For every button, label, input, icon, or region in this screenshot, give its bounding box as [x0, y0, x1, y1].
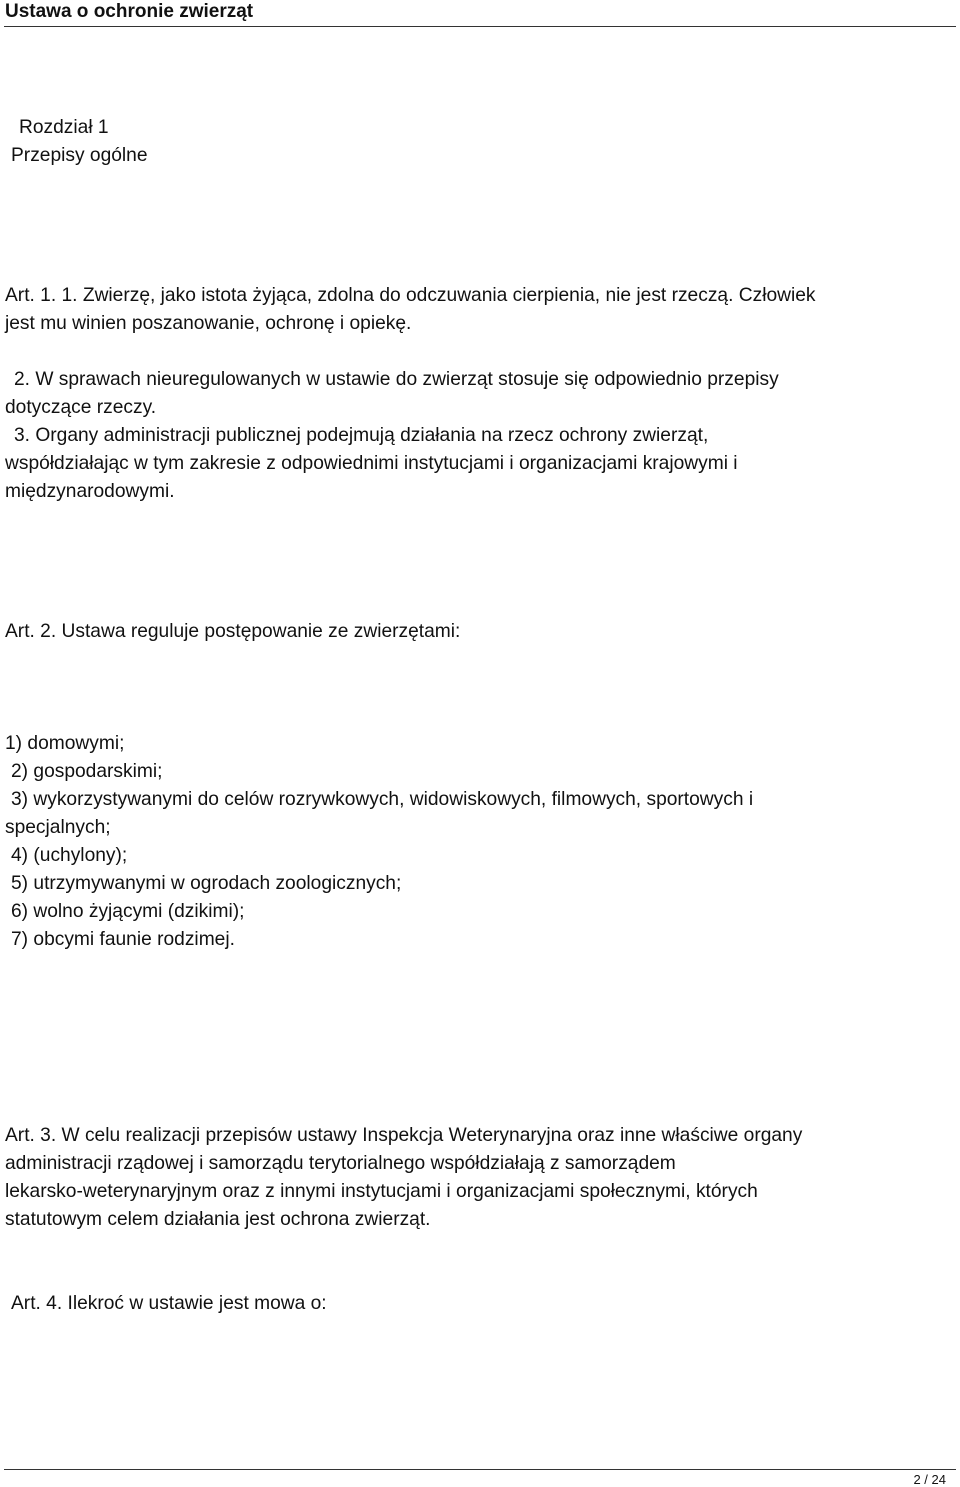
art3-line4: statutowym celem działania jest ochrona zwierząt.	[5, 1209, 431, 1230]
art1-p1-line2: jest mu winien poszanowanie, ochronę i opiekę.	[5, 313, 412, 334]
art2-item-7: 7) obcymi faunie rodzimej.	[11, 929, 235, 950]
art4-intro: Art. 4. Ilekroć w ustawie jest mowa o:	[11, 1293, 327, 1314]
document-title: Ustawa o ochronie zwierząt	[5, 1, 254, 22]
chapter-title: Przepisy ogólne	[11, 145, 148, 166]
art2-item-4: 4) (uchylony);	[11, 845, 128, 866]
art3-line2: administracji rządowej i samorządu terytorialnego współdziałają z samorządem	[5, 1153, 676, 1174]
art2-item-3-continued: specjalnych;	[5, 817, 111, 838]
art3-line3: lekarsko-weterynaryjnym oraz z innymi instytucjami i organizacjami społecznymi, których	[5, 1181, 758, 1202]
art1-p2-line1: 2. W sprawach nieuregulowanych w ustawie do zwierząt stosuje się odpowiednio przepisy	[14, 369, 779, 390]
art3-line1: Art. 3. W celu realizacji przepisów ustawy Inspekcja Weterynaryjna oraz inne właściwe organy	[5, 1125, 803, 1146]
art2-item-2: 2) gospodarskimi;	[11, 761, 163, 782]
art2-item-3: 3) wykorzystywanymi do celów rozrywkowych, widowiskowych, filmowych, sportowych i	[11, 789, 754, 810]
art2-item-1: 1) domowymi;	[5, 733, 125, 754]
art1-p2-line2: dotyczące rzeczy.	[5, 397, 157, 418]
art2-item-5: 5) utrzymywanymi w ogrodach zoologicznych;	[11, 873, 402, 894]
art1-p3-line2: współdziałając w tym zakresie z odpowiednimi instytucjami i organizacjami krajowymi i	[5, 453, 738, 474]
chapter-number: Rozdział 1	[19, 117, 109, 138]
footer-divider	[4, 1469, 956, 1470]
document-header	[0, 0, 960, 27]
art1-p3-line3: międzynarodowymi.	[5, 481, 175, 502]
art1-p3-line1: 3. Organy administracji publicznej podejmują działania na rzecz ochrony zwierząt,	[14, 425, 709, 446]
art2-item-6: 6) wolno żyjącymi (dzikimi);	[11, 901, 245, 922]
art2-intro: Art. 2. Ustawa reguluje postępowanie ze zwierzętami:	[5, 621, 461, 642]
art1-p1-line1: Art. 1. 1. Zwierzę, jako istota żyjąca, zdolna do odczuwania cierpienia, nie jest rzeczą. Człowiek	[5, 285, 816, 306]
header-divider	[4, 26, 956, 27]
page-number: 2 / 24	[913, 1472, 946, 1487]
